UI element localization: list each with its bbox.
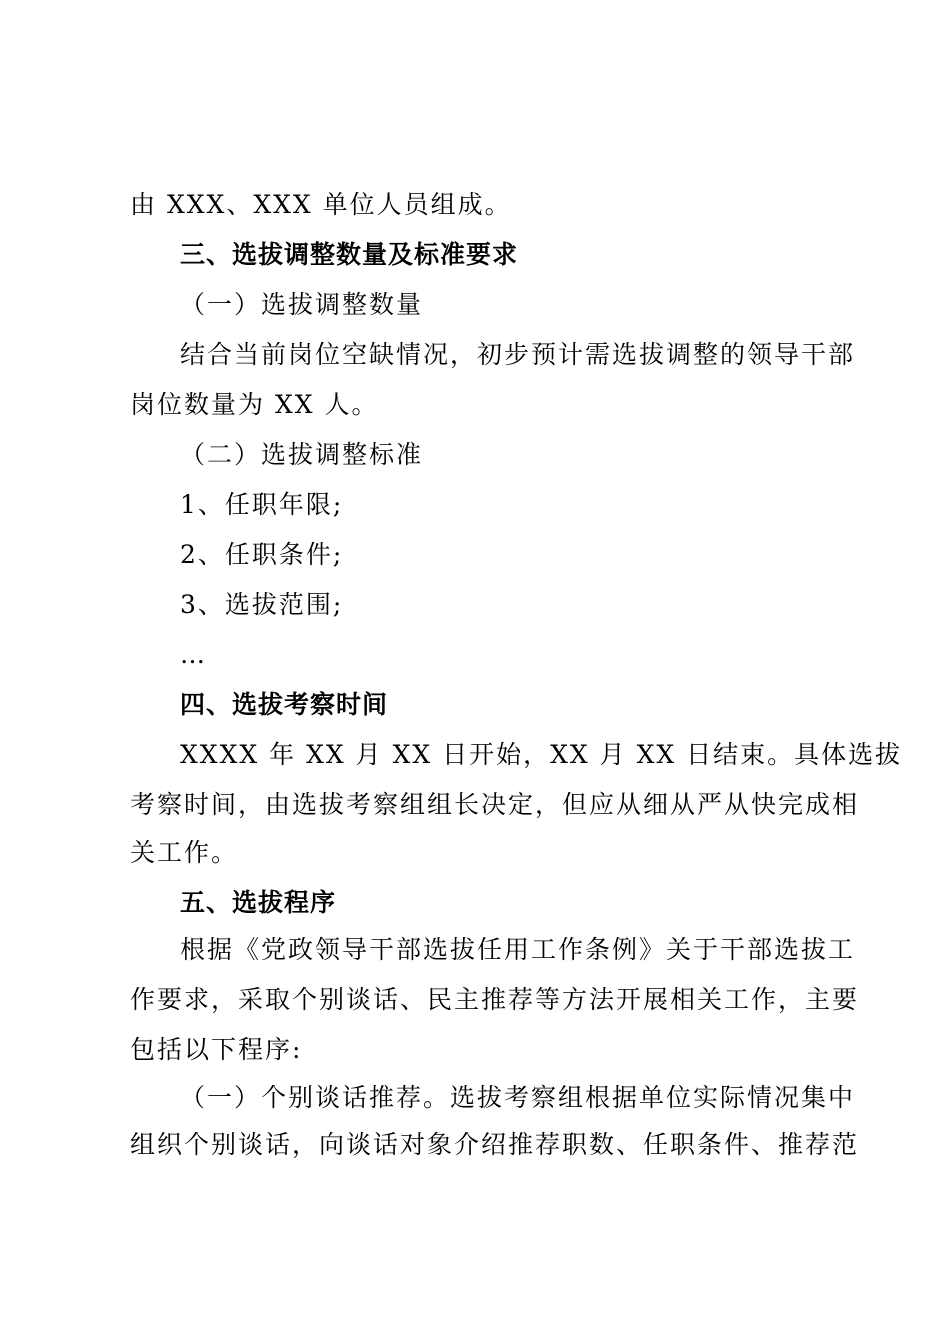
body-text-line: 岗位数量为 XX 人。 [130, 390, 379, 419]
list-item: 1、任职年限; [180, 490, 344, 519]
body-text-line: XXXX 年 XX 月 XX 日开始，XX 月 XX 日结束。具体选拔 [180, 740, 903, 769]
body-text-line: 关工作。 [130, 838, 239, 867]
body-text-line: 由 XXX、XXX 单位人员组成。 [130, 190, 512, 219]
section-heading: 四、选拔考察时间 [180, 690, 389, 719]
subsection-heading: （二）选拔调整标准 [180, 440, 424, 469]
body-text-line: 作要求，采取个别谈话、民主推荐等方法开展相关工作，主要 [130, 985, 860, 1014]
body-text-line: 包括以下程序: [130, 1035, 303, 1064]
body-text-line: 结合当前岗位空缺情况，初步预计需选拔调整的领导干部 [180, 340, 856, 369]
list-ellipsis: … [180, 640, 207, 669]
body-text-line: 根据《党政领导干部选拔任用工作条例》关于干部选拔工 [180, 935, 856, 964]
section-heading: 五、选拔程序 [180, 888, 337, 917]
body-text-line: （一）个别谈话推荐。选拔考察组根据单位实际情况集中 [180, 1083, 856, 1112]
subsection-heading: （一）选拔调整数量 [180, 290, 424, 319]
list-item: 3、选拔范围; [180, 590, 344, 619]
body-text-line: 考察时间，由选拔考察组组长决定，但应从细从严从快完成相 [130, 790, 860, 819]
list-item: 2、任职条件; [180, 540, 344, 569]
body-text-line: 组织个别谈话，向谈话对象介绍推荐职数、任职条件、推荐范 [130, 1130, 860, 1159]
section-heading: 三、选拔调整数量及标准要求 [180, 240, 519, 269]
